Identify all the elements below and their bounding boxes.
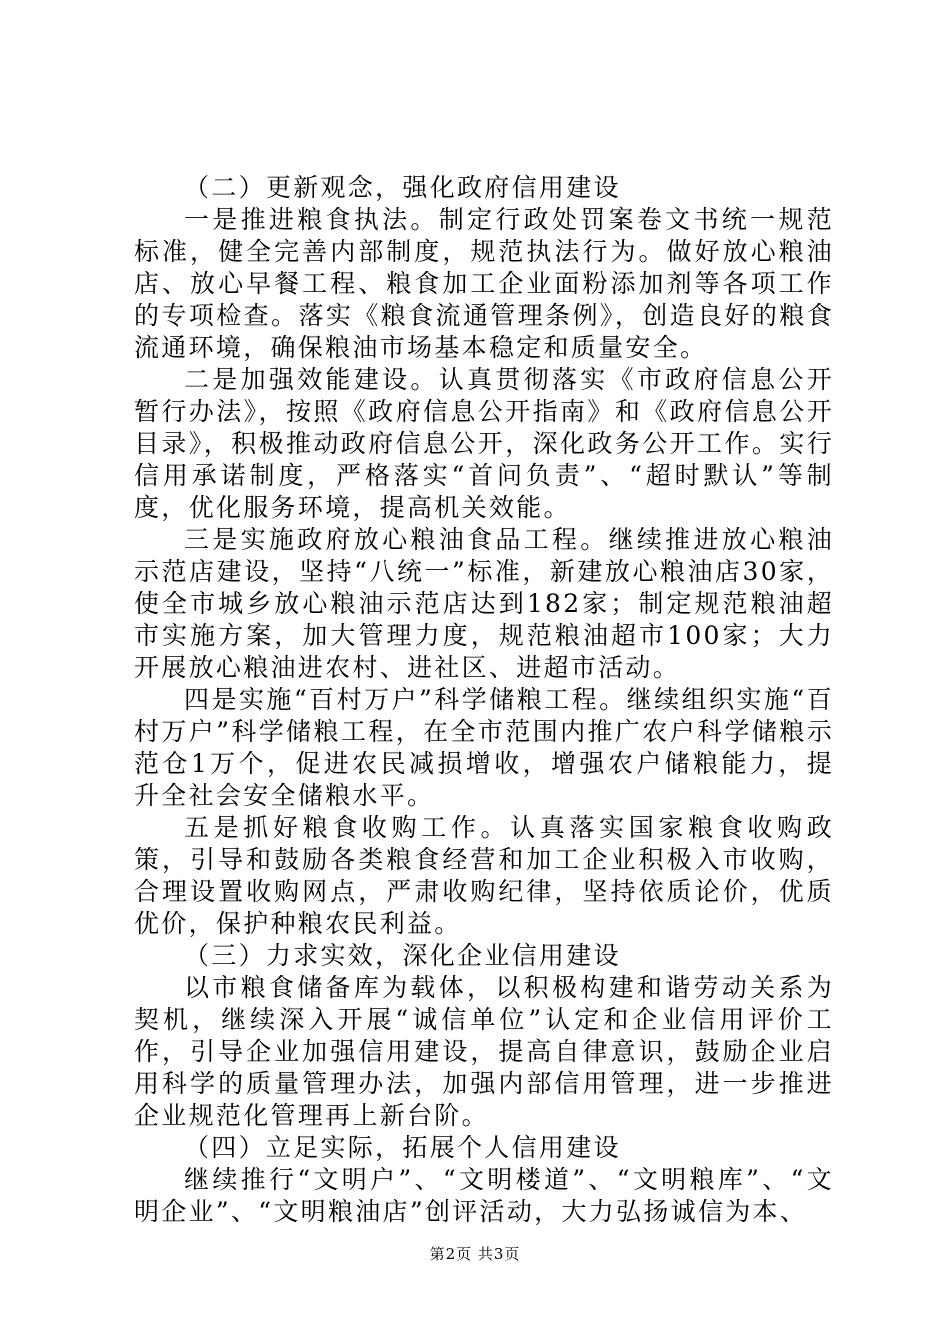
paragraph-enterprise-credit: 以市粮食储备库为载体，以积极构建和谐劳动关系为契机，继续深入开展“诚信单位”认定和企业信用评价工作，引导企业加强信用建设，提高自律意识，鼓励企业启用科学的质量管理办法，加强内部信用管理，进一步推进企业规范化管理再上新台阶。 <box>134 973 834 1130</box>
paragraph-law-enforcement: 一是推进粮食执法。制定行政处罚案卷文书统一规范标准，健全完善内部制度，规范执法行为。做好放心粮油店、放心早餐工程、粮食加工企业面粉添加剂等各项工作的专项检查。落实《粮食流通管理条例》，创造良好的粮食流通环境，确保粮油市场基本稳定和质量安全。 <box>134 205 834 362</box>
document-body <box>134 172 834 1228</box>
paragraph-efficiency: 二是加强效能建设。认真贯彻落实《市政府信息公开暂行办法》，按照《政府信息公开指南》和《政府信息公开目录》，积极推动政府信息公开，深化政务公开工作。实行信用承诺制度，严格落实“首问负责”、“超时默认”等制度，优化服务环境，提高机关效能。 <box>134 365 834 522</box>
paragraph-grain-storage: 四是实施“百村万户”科学储粮工程。继续组织实施“百村万户”科学储粮工程，在全市范围内推广农户科学储粮示范仓1万个，促进农民减损增收，增强农户储粮能力，提升全社会安全储粮水平。 <box>134 685 834 810</box>
section-heading-2: （二）更新观念，强化政府信用建设 <box>184 173 621 202</box>
paragraph-grain-oil-project: 三是实施政府放心粮油食品工程。继续推进放心粮油示范店建设，坚持“八统一”标准，新建放心粮油店30家，使全市城乡放心粮油示范店达到182家；制定规范粮油超市实施方案，加大管理力度，规范粮油超市100家；大力开展放心粮油进农村、进社区、进超市活动。 <box>134 525 834 682</box>
paragraph-personal-credit: 继续推行“文明户”、“文明楼道”、“文明粮库”、“文明企业”、“文明粮油店”创评活动，大力弘扬诚信为本、 <box>134 1165 834 1226</box>
section-heading-4: （四）立足实际，拓展个人信用建设 <box>184 1133 621 1162</box>
page-footer: 第2页 共3页 <box>429 1245 521 1263</box>
paragraph-grain-purchase: 五是抓好粮食收购工作。认真落实国家粮食收购政策，引导和鼓励各类粮食经营和加工企业积极入市收购，合理设置收购网点，严肃收购纪律，坚持依质论价，优质优价，保护种粮农民利益。 <box>134 813 834 938</box>
section-heading-3: （三）力求实效，深化企业信用建设 <box>184 941 621 970</box>
